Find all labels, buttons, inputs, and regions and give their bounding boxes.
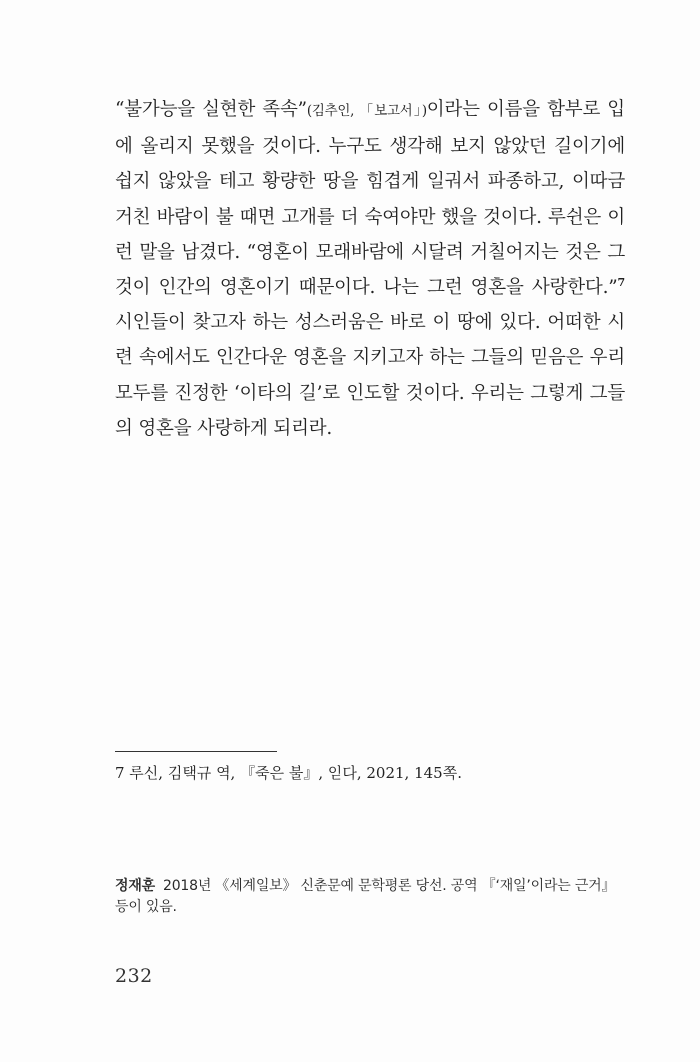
author-name: 정재훈 [115,878,155,894]
quote-phrase: “불가능을 실현한 족속” [115,99,307,120]
author-bio [115,876,625,918]
footnote-divider [115,751,277,752]
body-text-segment-1: 이라는 이름을 함부로 입에 올리지 못했을 것이다. 누구도 생각해 보지 않았던 길이기에 쉽지 않았을 테고 황량한 땅을 힘겹게 일궈서 파종하고, 이따금 거친 바람이 불 때면 고개를 더 숙여야만 했을 것이다. 루쉰은 이런 말을 남겼다. “영혼이 모래바람에 시달려 거칠어지는 것은 그것이 인간의 영혼이기 때문이다. 나는 그런 영혼을 사랑한다.” [115,99,625,299]
footnote: 7 루신, 김택규 역, 『죽은 불』, 읻다, 2021, 145쪽. [115,764,462,782]
footnote-reference[interactable]: 7 [617,275,625,289]
inline-citation: (김추인, 「보고서」) [306,103,427,119]
body-text-segment-2: 시인들이 찾고자 하는 성스러움은 바로 이 땅에 있다. 어떠한 시련 속에서도 인간다운 영혼을 지키고자 하는 그들의 믿음은 우리 모두를 진정한 ‘이타의 길’로 인도할 것이다. 우리는 그렇게 그들의 영혼을 사랑하게 되리라. [115,312,625,439]
body-paragraph [115,92,625,446]
page-number: 232 [115,965,153,987]
author-bio-text: 2018년 《세계일보》 신춘문예 문학평론 당선. 공역 『‘재일’이라는 근거』 등이 있음. [115,878,616,915]
